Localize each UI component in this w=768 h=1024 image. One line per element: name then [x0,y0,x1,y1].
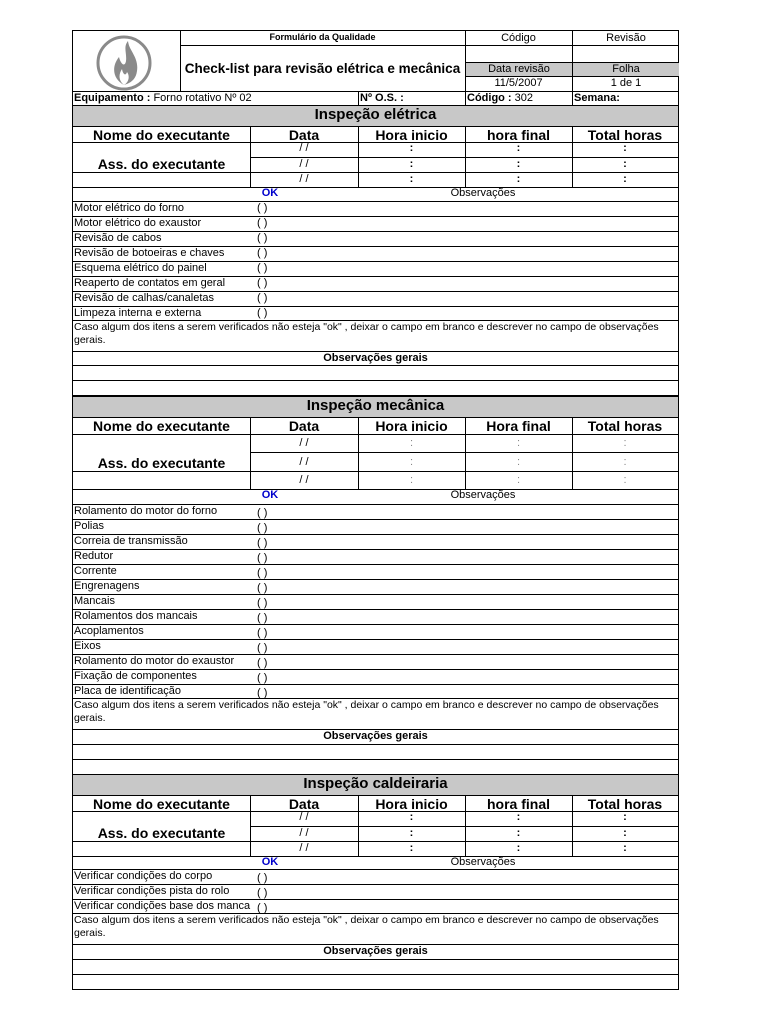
ok-checkbox[interactable]: ( ) [257,672,268,684]
equipamento-label: Equipamento : [74,92,151,104]
obs-gerais-line[interactable] [73,745,678,759]
codigo2-field [467,92,533,105]
ok-checkbox[interactable]: ( ) [257,597,268,609]
ok-checkbox[interactable]: ( ) [257,552,268,564]
ok-checkbox[interactable]: ( ) [257,217,268,229]
time-entry[interactable]: : [409,811,414,823]
section-title-eletrica: Inspeção elétrica [73,106,678,126]
section-title-caldeiraria: Inspeção caldeiraria [73,775,678,795]
col-hora-inicio: Hora inicio [375,127,448,143]
date-entry[interactable]: / / [299,158,309,170]
time-entry[interactable]: : [409,827,414,839]
checklist-item: Placa de identificação [74,685,182,697]
obs-gerais-line[interactable] [73,366,678,380]
time-entry[interactable]: : [409,158,414,170]
checklist-item: Motor elétrico do exaustor [74,217,202,229]
col-data: Data [288,127,320,143]
instruction-note: Caso algum dos itens a serem verificados não esteja "ok" , deixar o campo em branco e descrever no campo de observações gerais. [74,914,659,939]
ok-checkbox[interactable]: ( ) [257,612,268,624]
semana-label: Semana: [574,92,620,104]
section-title-mecanica: Inspeção mecânica [73,397,678,417]
col-hora-final: hora final [486,127,550,143]
checklist-item: Corrente [74,565,117,577]
checklist-item: Revisão de botoeiras e chaves [74,247,225,259]
checklist-item: Verificar condições base dos manca [74,900,251,912]
time-entry[interactable]: : [623,173,627,185]
ok-checkbox[interactable]: ( ) [257,872,268,884]
codigo2-label: Código : [467,92,512,104]
data-revisao-label: Data revisão [466,63,572,76]
time-entry[interactable]: : [516,474,521,486]
ok-checkbox[interactable]: ( ) [257,522,268,534]
date-entry[interactable]: / / [299,811,309,823]
ok-checkbox[interactable]: ( ) [257,567,268,579]
ok-checkbox[interactable]: ( ) [257,687,268,699]
time-entry[interactable]: : [516,456,521,468]
checklist-item: Polias [74,520,104,532]
time-entry[interactable]: : [623,437,627,449]
obs-gerais-label: Observações gerais [323,730,428,742]
col-data: Data [288,418,320,434]
date-entry[interactable]: / / [299,456,309,468]
col-nome-executante: Nome do executante [93,127,230,143]
date-entry[interactable]: / / [299,827,309,839]
date-entry[interactable]: / / [299,437,309,449]
checklist-item: Motor elétrico do forno [74,202,185,214]
time-entry[interactable]: : [409,842,414,854]
checklist-form [72,30,679,990]
checklist-item: Esquema elétrico do painel [74,262,207,274]
date-entry[interactable]: / / [299,173,309,185]
time-entry[interactable]: : [623,474,627,486]
time-entry[interactable]: : [516,811,521,823]
time-entry[interactable]: : [623,456,627,468]
checklist-item: Rolamentos dos mancais [74,610,198,622]
time-entry[interactable]: : [623,142,627,154]
checklist-item: Correia de transmissão [74,535,188,547]
ok-checkbox[interactable]: ( ) [257,627,268,639]
logo [95,35,153,91]
data-revisao-value: 11/5/2007 [494,77,543,89]
ok-checkbox[interactable]: ( ) [257,887,268,899]
col-ass-executante: Ass. do executante [97,455,226,471]
checklist-item: Verificar condições pista do rolo [74,885,230,897]
time-entry[interactable]: : [623,811,627,823]
checklist-item: Fixação de componentes [74,670,197,682]
time-entry[interactable]: : [409,456,414,468]
col-nome-executante: Nome do executante [93,796,230,812]
ok-header: OK [261,856,279,868]
time-entry[interactable]: : [516,437,521,449]
time-entry[interactable]: : [409,173,414,185]
ok-checkbox[interactable]: ( ) [257,657,268,669]
instruction-note: Caso algum dos itens a serem verificados não esteja "ok" , deixar o campo em branco e descrever no campo de observações gerais. [74,699,659,724]
time-entry[interactable]: : [516,142,521,154]
date-entry[interactable]: / / [299,474,309,486]
ok-checkbox[interactable]: ( ) [257,582,268,594]
ok-checkbox[interactable]: ( ) [257,642,268,654]
checklist-item: Engrenagens [74,580,140,592]
ok-header: OK [261,187,279,199]
col-total-horas: Total horas [587,127,663,143]
time-entry[interactable]: : [623,827,627,839]
flame-logo-icon [95,35,153,91]
equipamento-value: Forno rotativo Nº 02 [153,92,252,104]
time-entry[interactable]: : [409,474,414,486]
col-ass-executante: Ass. do executante [97,825,226,841]
obs-gerais-line[interactable] [73,960,678,974]
checklist-item: Verificar condições do corpo [74,870,213,882]
col-total-horas: Total horas [587,418,663,434]
ok-checkbox[interactable]: ( ) [257,202,268,214]
checklist-item: Eixos [74,640,101,652]
time-entry[interactable]: : [409,142,414,154]
ok-checkbox[interactable]: ( ) [257,232,268,244]
checklist-item: Revisão de cabos [74,232,162,244]
ok-checkbox[interactable]: ( ) [257,902,268,914]
col-nome-executante: Nome do executante [93,418,230,434]
os-label: Nº O.S. : [360,92,404,104]
checklist-item: Rolamento do motor do forno [74,505,218,517]
observacoes-header: Observações [450,187,516,199]
observacoes-header: Observações [450,856,516,868]
checklist-item: Rolamento do motor do exaustor [74,655,235,667]
obs-gerais-line[interactable] [73,760,678,774]
ok-checkbox[interactable]: ( ) [257,537,268,549]
time-entry[interactable]: : [516,827,521,839]
col-total-horas: Total horas [587,796,663,812]
instruction-note: Caso algum dos itens a serem verificados não esteja "ok" , deixar o campo em branco e descrever no campo de observações gerais. [74,321,659,346]
ok-checkbox[interactable]: ( ) [257,307,268,319]
ok-checkbox[interactable]: ( ) [257,247,268,259]
checklist-item: Redutor [74,550,114,562]
codigo-label: Código [501,32,536,44]
checklist-item: Limpeza interna e externa [74,307,202,319]
revisao-label: Revisão [606,32,646,44]
codigo2-value: 302 [514,92,534,104]
checklist-item: Mancais [74,595,115,607]
obs-gerais-line[interactable] [73,381,678,395]
col-data: Data [288,796,320,812]
observacoes-header: Observações [450,489,516,501]
folha-label: Folha [573,63,679,76]
time-entry[interactable]: : [623,158,627,170]
time-entry[interactable]: : [623,842,627,854]
form-label: Formulário da Qualidade [269,32,376,42]
time-entry[interactable]: : [409,437,414,449]
date-entry[interactable]: / / [299,842,309,854]
obs-gerais-label: Observações gerais [323,945,428,957]
folha-value: 1 de 1 [610,77,642,89]
checklist-item: Acoplamentos [74,625,144,637]
col-ass-executante: Ass. do executante [97,156,226,172]
col-hora-inicio: Hora inicio [375,796,448,812]
obs-gerais-label: Observações gerais [323,352,428,364]
ok-checkbox[interactable]: ( ) [257,507,268,519]
checklist-item: Reaperto de contatos em geral [74,277,226,289]
ok-checkbox[interactable]: ( ) [257,292,268,304]
equipamento-field [74,92,252,105]
time-entry[interactable]: : [516,173,521,185]
form-title: Check-list para revisão elétrica e mecânica [184,61,461,76]
col-hora-final: Hora final [486,418,551,434]
ok-header: OK [261,489,279,501]
col-hora-final: hora final [486,796,550,812]
ok-checkbox[interactable]: ( ) [257,277,268,289]
checklist-item: Revisão de calhas/canaletas [74,292,215,304]
time-entry[interactable]: : [516,158,521,170]
time-entry[interactable]: : [516,842,521,854]
col-hora-inicio: Hora inicio [375,418,448,434]
date-entry[interactable]: / / [299,142,309,154]
ok-checkbox[interactable]: ( ) [257,262,268,274]
obs-gerais-line[interactable] [73,975,678,989]
